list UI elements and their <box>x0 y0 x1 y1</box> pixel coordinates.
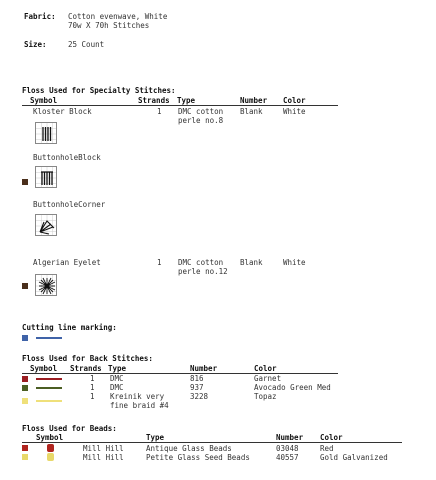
back-row-strands: 1 <box>90 374 95 383</box>
back-row-number: 937 <box>190 383 204 392</box>
algerian-eyelet-symbol <box>35 274 57 296</box>
buttonhole-corner-name: ButtonholeCorner <box>33 200 106 209</box>
bead-icon-red <box>47 444 54 452</box>
algerian-eyelet-swatch <box>22 283 28 289</box>
back-row-strands: 1 <box>90 383 95 392</box>
algerian-eyelet-name: Algerian Eyelet <box>33 258 101 267</box>
back-row-strands: 1 <box>90 392 95 401</box>
back-col-number: Number <box>190 364 218 373</box>
kloster-block-color: White <box>283 107 306 116</box>
kloster-block-type: DMC cotton <box>178 107 224 116</box>
fabric-label: Fabric: <box>24 12 56 21</box>
beads-col-number: Number <box>276 433 304 442</box>
cutting-line-sample <box>36 337 62 339</box>
specialty-col-number: Number <box>240 96 268 105</box>
size-value: 25 Count <box>68 40 105 49</box>
kloster-block-name: Kloster Block <box>33 107 92 116</box>
fabric-stitches: 70w X 70h Stitches <box>68 21 150 30</box>
kloster-block-number: Blank <box>240 107 263 116</box>
bead-swatch-gold <box>22 454 28 460</box>
kloster-block-type-2: perle no.8 <box>178 116 224 125</box>
back-col-strands: Strands <box>70 364 102 373</box>
algerian-eyelet-type-2: perle no.12 <box>178 267 228 276</box>
bead-row-color: Gold Galvanized <box>320 453 388 462</box>
back-row-color: Topaz <box>254 392 277 401</box>
buttonhole-block-name: ButtonholeBlock <box>33 153 101 162</box>
bead-row-brand: Mill Hill <box>83 453 124 462</box>
beads-col-symbol: Symbol <box>36 433 64 442</box>
back-row-number: 816 <box>190 374 204 383</box>
bead-icon-gold <box>47 453 54 461</box>
buttonhole-corner-symbol <box>35 214 57 236</box>
back-row-color: Avocado Green Med <box>254 383 331 392</box>
back-line-garnet <box>36 378 62 380</box>
fabric-value: Cotton evenwave, White <box>68 12 168 21</box>
back-col-symbol: Symbol <box>30 364 58 373</box>
algerian-eyelet-strands: 1 <box>157 258 162 267</box>
buttonhole-block-symbol <box>35 166 57 188</box>
beads-col-color: Color <box>320 433 343 442</box>
algerian-eyelet-color: White <box>283 258 306 267</box>
back-swatch-topaz <box>22 398 28 404</box>
back-row-type: Kreinik very <box>110 392 165 401</box>
back-col-color: Color <box>254 364 277 373</box>
kloster-block-strands: 1 <box>157 107 162 116</box>
specialty-col-symbol: Symbol <box>30 96 58 105</box>
back-col-type: Type <box>108 364 127 373</box>
specialty-title: Floss Used for Specialty Stitches: <box>22 86 176 95</box>
specialty-header-rule <box>22 105 338 106</box>
bead-row-color: Red <box>320 444 334 453</box>
cutting-title: Cutting line marking: <box>22 323 117 332</box>
back-row-color: Garnet <box>254 374 282 383</box>
back-row-type: DMC <box>110 374 124 383</box>
back-row-number: 3228 <box>190 392 209 401</box>
bead-row-brand: Mill Hill <box>83 444 124 453</box>
back-swatch-avocado <box>22 385 28 391</box>
kloster-block-symbol <box>35 122 57 144</box>
back-line-topaz <box>36 400 62 402</box>
bead-row-number: 40557 <box>276 453 299 462</box>
beads-header-rule <box>22 442 402 443</box>
bead-row-number: 03048 <box>276 444 299 453</box>
algerian-eyelet-type: DMC cotton <box>178 258 224 267</box>
back-swatch-garnet <box>22 376 28 382</box>
bead-row-type: Petite Glass Seed Beads <box>146 453 250 462</box>
size-label: Size: <box>24 40 47 49</box>
back-title: Floss Used for Back Stitches: <box>22 354 153 363</box>
back-line-avocado <box>36 387 62 389</box>
back-row-type-2: fine braid #4 <box>110 401 169 410</box>
buttonhole-block-swatch <box>22 179 28 185</box>
specialty-col-strands: Strands <box>138 96 170 105</box>
bead-swatch-red <box>22 445 28 451</box>
algerian-eyelet-number: Blank <box>240 258 263 267</box>
cutting-swatch <box>22 335 28 341</box>
beads-col-type: Type <box>146 433 165 442</box>
specialty-col-type: Type <box>177 96 196 105</box>
back-row-type: DMC <box>110 383 124 392</box>
back-header-rule <box>22 373 338 374</box>
specialty-col-color: Color <box>283 96 306 105</box>
beads-title: Floss Used for Beads: <box>22 424 117 433</box>
bead-row-type: Antique Glass Beads <box>146 444 232 453</box>
